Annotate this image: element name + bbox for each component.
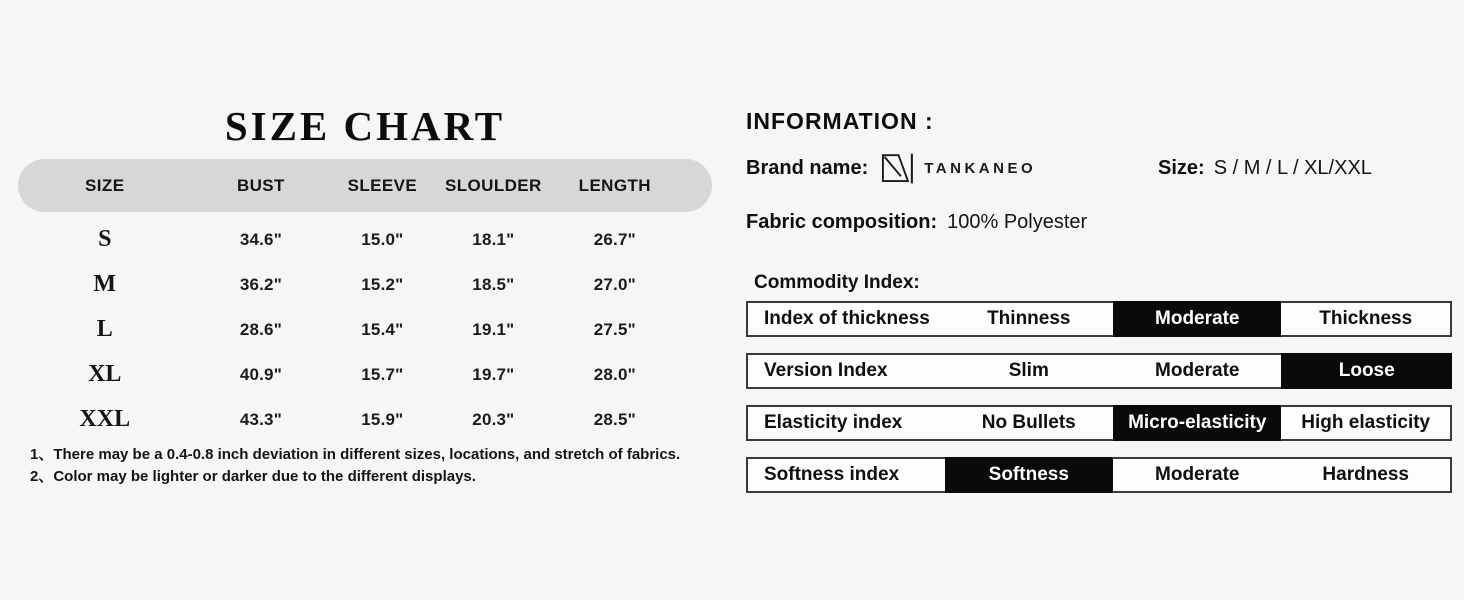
size-cell: S — [98, 226, 112, 252]
table-row — [18, 217, 712, 262]
index-row-softness — [746, 457, 1452, 493]
tankaneo-logo-icon — [879, 152, 915, 185]
sleeve-cell: 15.9" — [361, 409, 404, 429]
bust-cell: 28.6" — [239, 319, 282, 339]
index-option: High elasticity — [1301, 412, 1431, 433]
column-header-sleeve: SLEEVE — [347, 175, 418, 195]
index-row-label: Elasticity index — [764, 412, 903, 433]
size-label: Size: — [1158, 156, 1205, 179]
bust-cell: 40.9" — [239, 364, 282, 384]
length-cell: 28.0" — [593, 364, 636, 384]
index-option: Slim — [1008, 360, 1049, 381]
size-value: S / M / L / XL/XXL — [1213, 156, 1372, 179]
index-row-version — [746, 353, 1452, 389]
index-row-label: Index of thickness — [764, 308, 930, 329]
bust-cell: 34.6" — [239, 229, 282, 249]
size-cell: L — [96, 316, 113, 342]
bust-cell: 36.2" — [239, 274, 282, 294]
fabric-value: 100% Polyester — [947, 210, 1088, 233]
shoulder-cell: 19.7" — [472, 364, 515, 384]
shoulder-cell: 18.5" — [472, 274, 515, 294]
size-cell: XXL — [79, 406, 131, 432]
index-row-label: Softness index — [764, 464, 900, 485]
column-header-bust: BUST — [236, 175, 285, 195]
index-option: Moderate — [1113, 301, 1281, 337]
table-row — [18, 397, 712, 442]
table-row — [18, 352, 712, 397]
brand-row — [746, 149, 1036, 187]
sleeve-cell: 15.4" — [361, 319, 404, 339]
information-heading: INFORMATION : — [746, 108, 934, 134]
fabric-label: Fabric composition: — [746, 210, 938, 233]
size-chart-title: SIZE CHART — [224, 103, 506, 149]
length-cell: 26.7" — [593, 229, 636, 249]
length-cell: 28.5" — [593, 409, 636, 429]
column-header-length: LENGTH — [578, 175, 651, 195]
sleeve-cell: 15.0" — [361, 229, 404, 249]
index-option: Softness — [945, 457, 1113, 493]
index-row-label: Version Index — [764, 360, 888, 381]
shoulder-cell: 19.1" — [472, 319, 515, 339]
shoulder-cell: 20.3" — [472, 409, 515, 429]
size-chart-notes — [30, 444, 710, 488]
index-option: Moderate — [1155, 360, 1240, 381]
commodity-index-heading: Commodity Index: — [754, 272, 920, 293]
size-row — [1158, 149, 1372, 187]
size-chart-body — [18, 217, 712, 442]
bust-cell: 43.3" — [239, 409, 282, 429]
note-line: 2、Color may be lighter or darker due to the different displays. — [30, 468, 476, 485]
column-header-size: SIZE — [85, 175, 125, 195]
size-chart-header-row — [18, 159, 712, 212]
size-cell: XL — [88, 361, 122, 387]
brand-name-value: TANKANEO — [924, 159, 1037, 177]
length-cell: 27.0" — [593, 274, 636, 294]
commodity-index-table — [746, 301, 1452, 509]
index-option: Thinness — [987, 308, 1071, 329]
index-option: Moderate — [1155, 464, 1240, 485]
index-row-thickness — [746, 301, 1452, 337]
note-line: 1、There may be a 0.4-0.8 inch deviation in different sizes, locations, and stretch of fabrics. — [30, 446, 681, 463]
column-header-shoulder: SLOULDER — [445, 175, 542, 195]
index-option: Loose — [1281, 353, 1451, 389]
brand-name-label: Brand name: — [746, 156, 869, 179]
size-cell: M — [93, 271, 117, 297]
index-row-elasticity — [746, 405, 1452, 441]
index-option: Thickness — [1319, 308, 1413, 329]
sleeve-cell: 15.2" — [361, 274, 404, 294]
index-option: No Bullets — [981, 412, 1076, 433]
shoulder-cell: 18.1" — [472, 229, 515, 249]
sleeve-cell: 15.7" — [361, 364, 404, 384]
index-option: Hardness — [1322, 464, 1410, 485]
fabric-composition-row — [746, 206, 1087, 238]
index-option: Micro-elasticity — [1113, 405, 1281, 441]
length-cell: 27.5" — [593, 319, 636, 339]
table-row — [18, 262, 712, 307]
table-row — [18, 307, 712, 352]
